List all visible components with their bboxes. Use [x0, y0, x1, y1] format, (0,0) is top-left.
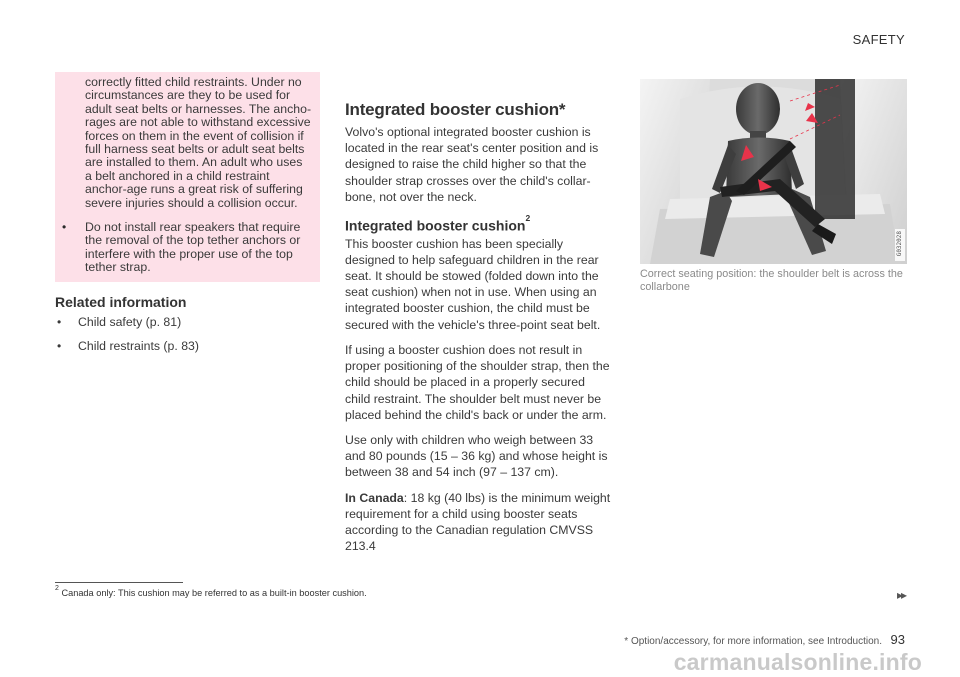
footer-option-note: * Option/accessory, for more information, see Introduction. [624, 636, 882, 647]
section-header: SAFETY [852, 32, 905, 47]
related-link-child-safety[interactable] [55, 314, 315, 330]
footnote [55, 587, 367, 598]
subtitle [345, 213, 613, 234]
related-link-label: Child restraints (p. 83) [78, 339, 199, 353]
main-title: Integrated booster cushion* [345, 100, 566, 119]
body-paragraph: Use only with children who weigh between 33 and 80 pounds (15 – 36 kg) and whose height is between 38 and 54 inch (97 – 137 cm). [345, 432, 608, 480]
warning-item [62, 220, 312, 275]
footnote-mark: 2 [55, 585, 59, 592]
related-link-child-restraints[interactable] [55, 338, 315, 354]
related-information [55, 294, 315, 362]
bullet-icon: • [57, 339, 62, 353]
warning-box [55, 72, 320, 282]
related-link-label: Child safety (p. 81) [78, 315, 182, 329]
footnote-text: Canada only: This cushion may be referred to as a built-in booster cushion. [61, 588, 367, 599]
watermark: carmanualsonline.info [673, 649, 922, 675]
warning-item [85, 76, 312, 210]
footnote-divider [55, 582, 183, 583]
booster-figure [640, 79, 907, 264]
figure-caption: Correct seating position: the shoulder belt is across the collarbone [640, 268, 903, 294]
page-number: 93 [890, 632, 905, 647]
canada-text: : 18 kg (40 lbs) is the minimum weight requirement for a child using booster seats according to the Canadian regulation CMVSS 213.4 [345, 490, 611, 554]
booster-illustration [640, 79, 907, 264]
body-paragraph: If using a booster cushion does not result in proper positioning of the shoulder strap, then the child should be placed in a properly secured child restraint. The shoulder belt must never be placed behind the child's back or under the arm. [345, 342, 610, 422]
intro-paragraph: Volvo's optional integrated booster cushion is located in the rear seat's center position and is designed to raise the child higher so that the shoulder strap crosses over the child's collar-bone, not over the neck. [345, 125, 599, 204]
canada-paragraph [345, 490, 613, 555]
figure-code: G032028 [896, 231, 903, 257]
subtitle-text: Integrated booster cushion [345, 217, 526, 234]
related-title: Related information [55, 294, 187, 310]
canada-lead: In Canada [345, 490, 404, 505]
bullet-icon: • [62, 220, 67, 235]
warning-text: Do not install rear speakers that require the removal of the top tether anchors or interfere with the proper use of the top tether strap. [85, 220, 301, 275]
continue-arrows-icon: ▸▸ [896, 588, 905, 602]
bullet-icon: • [57, 315, 62, 329]
main-content [345, 100, 613, 563]
footnote-ref[interactable]: 2 [525, 213, 531, 224]
warning-text: correctly fitted child restraints. Under no circumstances are they to be used for adult seat belts or harnesses. The ancho-rages are not able to withstand excessive forces on them in the event of collision if full harness seat belts or adult seat belts are installed to them. An adult who uses a belt anchored in a child restraint anchor-age runs a great risk of suffering severe injuries should a collision occur. [85, 75, 312, 210]
body-paragraph: This booster cushion has been specially designed to help safeguard children in the rear seat. It should be stowed (folded down into the seat cushion) when not in use. When using an integrated booster cushion, the child must be secured with the vehicle's three-point seat belt. [345, 236, 601, 332]
